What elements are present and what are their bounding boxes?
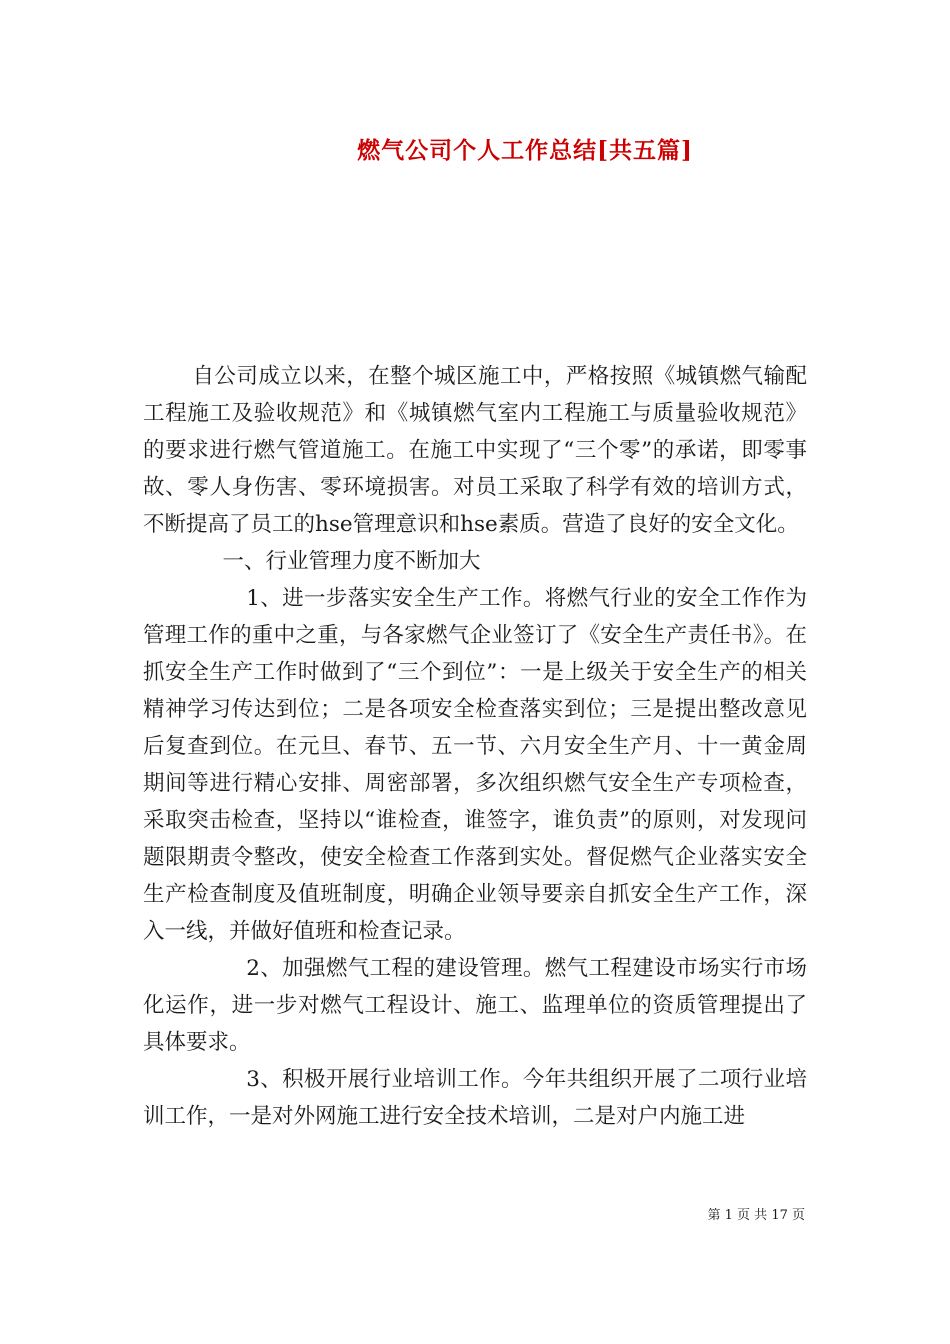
page-number: 第 1 页 共 17 页 (707, 1208, 805, 1223)
document-title: 燃气公司个人工作总结[共五篇] (357, 137, 693, 164)
paragraph-item-3: 3、积极开展行业培训工作。今年共组织开展了二项行业培训工作，一是对外网施工进行安全技术培训，二是对户内施工进 (143, 1067, 807, 1129)
paragraph-item-1: 1、进一步落实安全生产工作。将燃气行业的安全工作作为管理工作的重中之重，与各家燃气企业签订了《安全生产责任书》。在抓安全生产工作时做到了“三个到位”：一是上级关于安全生产的相关精神学习传达到位；二是各项安全检查落实到位；三是提出整改意见后复查到位。在元旦、春节、五一节、六月安全生产月、十一黄金周期间等进行精心安排、周密部署，多次组织燃气安全生产专项检查，采取突击检查，坚持以“谁检查，谁签字，谁负责”的原则，对发现问题限期责令整改，使安全检查工作落到实处。督促燃气企业落实安全生产检查制度及值班制度，明确企业领导要亲自抓安全生产工作，深入一线，并做好值班和检查记录。 (143, 586, 807, 944)
document-body (143, 358, 807, 1135)
paragraph-intro: 自公司成立以来，在整个城区施工中，严格按照《城镇燃气输配工程施工及验收规范》和《城镇燃气室内工程施工与质量验收规范》的要求进行燃气管道施工。在施工中实现了“三个零”的承诺，即零事故、零人身伤害、零环境损害。对员工采取了科学有效的培训方式，不断提高了员工的hse管理意识和hse素质。营造了良好的安全文化。 (143, 364, 807, 537)
paragraph-item-2: 2、加强燃气工程的建设管理。燃气工程建设市场实行市场化运作，进一步对燃气工程设计、施工、监理单位的资质管理提出了具体要求。 (143, 956, 807, 1055)
section-heading: 一、行业管理力度不断加大 (222, 549, 481, 574)
